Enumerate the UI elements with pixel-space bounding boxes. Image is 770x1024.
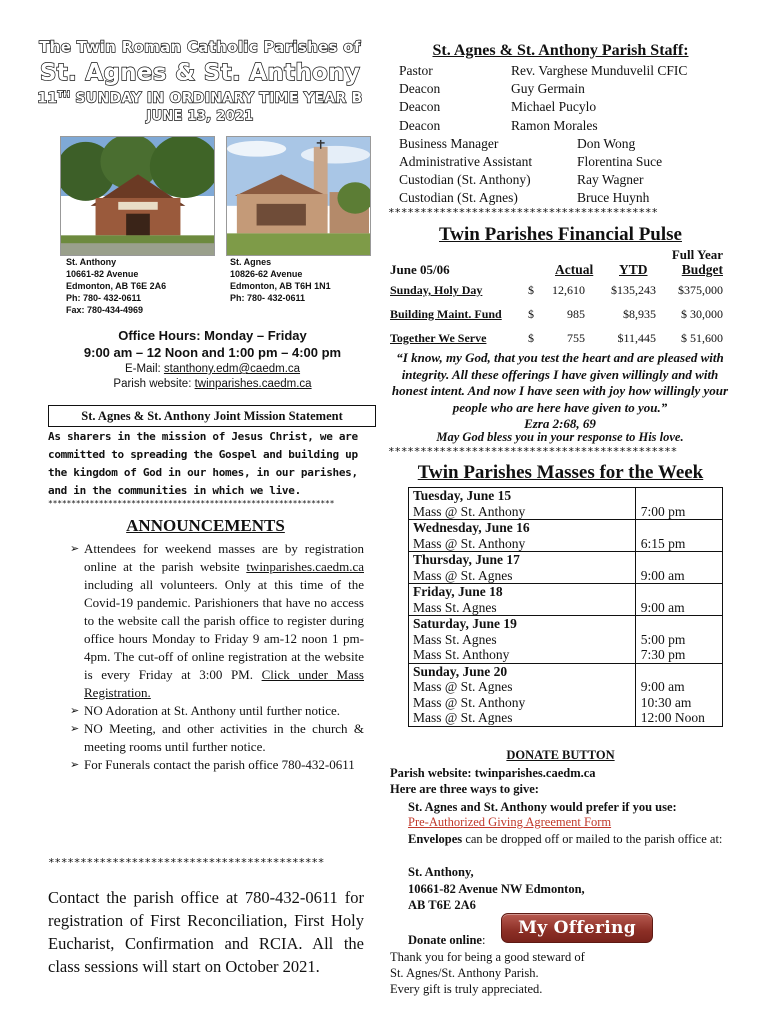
office-hours (40, 327, 385, 361)
mass-day-name: Saturday, June 19 (413, 616, 517, 631)
st-agnes-phone: Ph: 780- 432-0611 (230, 293, 306, 303)
sunday-number: 11 (37, 90, 58, 107)
staff-row (399, 189, 729, 207)
separator-stars: ************************************************************** (48, 499, 335, 508)
announcement-text: Attendees for weekend masses are by registration online at the parish website (84, 541, 364, 574)
mailing-address (408, 864, 585, 914)
staff-role: Deacon (399, 117, 441, 133)
full-year-label: Full Year (671, 247, 723, 262)
st-anthony-church-photo (60, 136, 215, 256)
mass-time: 6:15 pm (640, 535, 686, 551)
announcement-item (48, 756, 364, 774)
mass-day-cell (409, 663, 636, 726)
mass-time: 9:00 am (640, 567, 685, 583)
mass-time-cell (635, 616, 722, 664)
envelopes-info (408, 831, 728, 847)
my-offering-button[interactable]: My Offering (501, 913, 653, 943)
blessing-line: May God bless you in your response to His love. (436, 430, 684, 444)
donate-online-label (408, 933, 485, 948)
financial-row (390, 307, 725, 331)
parish-names-title: St. Agnes & St. Anthony (39, 60, 361, 86)
mass-time-cell (635, 520, 722, 552)
pre-authorized-giving-link[interactable]: Pre-Authorized Giving Agreement Form (408, 815, 612, 829)
financial-date: June 05/06 (390, 262, 450, 277)
mass-day-cell (409, 552, 636, 584)
financial-pulse-title: Twin Parishes Financial Pulse (439, 224, 682, 245)
mass-location: Mass St. Agnes (413, 599, 497, 615)
staff-row (399, 171, 729, 189)
mass-time: 12:00 Noon (640, 710, 705, 725)
announcement-item (48, 540, 364, 702)
mass-time: 10:30 am (640, 694, 692, 710)
mass-location: Mass @ St. Agnes (413, 679, 513, 694)
donate-website: Parish website: twinparishes.caedm.ca (390, 766, 596, 780)
website-label: Parish website: (113, 378, 195, 390)
budget-value: $ 30,000 (681, 307, 723, 321)
staff-role: Deacon (399, 81, 441, 97)
mass-schedule-body (409, 488, 723, 727)
mass-schedule-table (408, 487, 723, 727)
mass-time-cell (635, 663, 722, 726)
staff-role: Administrative Assistant (399, 153, 533, 169)
mass-location: Mass St. Anthony (413, 647, 510, 662)
ytd-value: $135,243 (611, 283, 656, 297)
col-actual: Actual (555, 262, 594, 277)
ytd-value: $8,935 (623, 307, 656, 321)
mass-day-name: Friday, June 18 (413, 584, 503, 599)
donate-ways-heading: Here are three ways to give: (390, 782, 539, 796)
envelopes-text: can be dropped off or mailed to the parish office at: (462, 832, 723, 846)
mass-day-cell (409, 616, 636, 664)
st-anthony-name: St. Anthony (66, 257, 117, 267)
announcements-title: ANNOUNCEMENTS (126, 516, 285, 535)
scripture-reference: Ezra 2:68, 69 (524, 416, 596, 431)
st-anthony-fax: Fax: 780-434-4969 (66, 305, 144, 315)
thank-you-note (390, 949, 730, 997)
st-agnes-address-block (230, 256, 331, 304)
email-link[interactable]: stanthony.edm@caedm.ca (163, 363, 301, 375)
actual-value: 12,610 (552, 283, 585, 297)
separator-stars: ******************************************* (48, 856, 325, 869)
announcement-text: For Funerals contact the parish office 780-432-0611 (84, 757, 355, 772)
liturgical-sunday-title (0, 90, 400, 107)
mass-day-row (409, 520, 723, 552)
staff-role: Pastor (399, 63, 433, 78)
st-anthony-address-block (66, 256, 166, 316)
mass-time-cell (635, 584, 722, 616)
parish-staff-title: St. Agnes & St. Anthony Parish Staff: (432, 42, 689, 59)
mass-time: 5:00 pm (640, 631, 686, 647)
staff-name: Ray Wagner (577, 172, 644, 188)
col-ytd: YTD (619, 262, 648, 277)
mass-location: Mass @ St. Anthony (413, 503, 526, 519)
announcement-text: including all volunteers. Only at this time of the Covid-19 pandemic. Parishioners that have no access to the website call the parish office to register during office hours Monday to Friday 9 am-12 noon 1 pm-4pm. The cut-off of online registration at the website is every Friday at 3:00 PM. (84, 577, 364, 682)
staff-row (399, 80, 729, 98)
mass-location: Mass @ St. Agnes (413, 567, 513, 583)
staff-role: Custodian (St. Agnes) (399, 190, 518, 206)
mass-day-name: Wednesday, June 16 (413, 520, 530, 535)
arrow-bullet-icon: ➢ (70, 722, 80, 735)
mass-day-cell (409, 488, 636, 520)
email-label: E-Mail: (124, 363, 164, 375)
mass-day-row (409, 663, 723, 726)
staff-name: Don Wong (577, 135, 636, 151)
donate-preference: St. Agnes and St. Anthony would prefer if you use: (408, 800, 677, 814)
office-hours-times: 9:00 am – 12 Noon and 1:00 pm – 4:00 pm (83, 345, 342, 360)
arrow-bullet-icon: ➢ (70, 758, 80, 771)
mass-day-name: Tuesday, June 15 (413, 488, 512, 503)
mass-day-row (409, 552, 723, 584)
registration-website-link[interactable]: twinparishes.caedm.ca (246, 559, 364, 574)
fund-label: Building Maint. Fund (390, 307, 502, 321)
staff-role: Deacon (399, 99, 441, 115)
envelopes-label: Envelopes (408, 832, 463, 846)
currency-symbol: $ (528, 283, 534, 297)
scripture-quote (386, 350, 734, 433)
mass-location: Mass St. Agnes (413, 631, 497, 647)
st-anthony-street: 10661-82 Avenue (66, 269, 139, 279)
staff-row (399, 153, 729, 171)
thanks-line: St. Agnes/St. Anthony Parish. (390, 966, 539, 980)
mass-schedule-title: Twin Parishes Masses for the Week (417, 462, 704, 483)
mass-location: Mass @ St. Anthony (413, 535, 526, 551)
mass-day-row (409, 488, 723, 520)
mass-day-name: Thursday, June 17 (413, 552, 520, 567)
arrow-bullet-icon: ➢ (70, 704, 80, 717)
staff-name: Florentina Suce (577, 153, 663, 169)
mass-time: 9:00 am (640, 599, 685, 615)
staff-role: Business Manager (399, 135, 499, 151)
ytd-value: $11,445 (617, 331, 656, 345)
announcement-text: NO Meeting, and other activities in the church & meeting rooms until further notice. (84, 721, 364, 754)
staff-name: Ramon Morales (511, 117, 598, 133)
thanks-line: Every gift is truly appreciated. (390, 982, 543, 996)
address-line: 10661-82 Avenue NW Edmonton, (408, 881, 585, 896)
budget-value: $ 51,600 (681, 331, 723, 345)
staff-row (399, 62, 729, 80)
mass-location: Mass @ St. Anthony (413, 694, 526, 710)
donate-title: DONATE BUTTON (506, 748, 615, 762)
sunday-suffix: TH (57, 90, 71, 99)
st-agnes-city: Edmonton, AB T6H 1N1 (230, 281, 331, 291)
staff-name: Bruce Huynh (577, 190, 650, 206)
financial-table-header (390, 247, 725, 283)
staff-name: Rev. Varghese Munduvelil CFIC (511, 63, 688, 78)
donate-online-text: Donate online (408, 933, 482, 947)
financial-row (390, 283, 725, 305)
currency-symbol: $ (528, 307, 534, 321)
announcement-text: NO Adoration at St. Anthony until further notice. (84, 703, 340, 718)
st-agnes-name: St. Agnes (230, 257, 272, 267)
announcement-item (48, 702, 364, 720)
mass-day-name: Sunday, June 20 (413, 663, 508, 679)
office-contact (40, 362, 385, 392)
separator-stars: ********************************************* (388, 445, 678, 458)
st-anthony-city: Edmonton, AB T6E 2A6 (66, 281, 167, 291)
financial-pulse-table (390, 247, 725, 354)
separator-stars: ****************************************** (388, 206, 658, 219)
mission-statement-title: St. Agnes & St. Anthony Joint Mission Statement (48, 405, 376, 427)
mass-day-row (409, 616, 723, 664)
staff-name: Guy Germain (511, 81, 585, 97)
fund-label: Sunday, Holy Day (390, 283, 483, 297)
budget-value: $375,000 (678, 283, 723, 297)
staff-row (399, 135, 729, 153)
mass-day-row (409, 584, 723, 616)
mass-time: 7:30 pm (640, 647, 686, 662)
donate-online-colon: : (481, 933, 486, 947)
actual-value: 985 (567, 307, 585, 321)
mass-day-cell (409, 520, 636, 552)
staff-role: Custodian (St. Anthony) (399, 172, 531, 188)
website-link[interactable]: twinparishes.caedm.ca (194, 378, 312, 390)
arrow-bullet-icon: ➢ (70, 542, 80, 555)
address-line: AB T6E 2A6 (408, 898, 476, 912)
st-anthony-phone: Ph: 780- 432-0611 (66, 293, 142, 303)
staff-name: Michael Pucylo (511, 99, 597, 115)
sunday-rest: SUNDAY IN ORDINARY TIME YEAR B (70, 90, 363, 107)
mass-time: 9:00 am (640, 679, 685, 694)
staff-row (399, 117, 729, 135)
office-hours-days: Office Hours: Monday – Friday (118, 328, 307, 343)
mass-time-cell (635, 552, 722, 584)
bulletin-header-line1: The Twin Roman Catholic Parishes of (39, 38, 361, 56)
st-agnes-street: 10826-62 Avenue (230, 269, 303, 279)
announcements-list (48, 540, 364, 774)
col-budget: Budget (681, 262, 723, 277)
mass-location: Mass @ St. Agnes (413, 710, 513, 725)
actual-value: 755 (567, 331, 585, 345)
staff-row (399, 98, 729, 116)
currency-symbol: $ (528, 331, 534, 345)
fund-label: Together We Serve (390, 331, 487, 345)
thanks-line: Thank you for being a good steward of (390, 950, 585, 964)
parish-staff-list (399, 62, 729, 208)
mass-time: 7:00 pm (640, 503, 686, 519)
mission-statement-text: As sharers in the mission of Jesus Christ, we are committed to spreading the Gospel and building up the kingdom of God in our homes, in our parishes, and in the communities in which we live. (48, 430, 358, 497)
mass-day-cell (409, 584, 636, 616)
scripture-text: “I know, my God, that you test the heart and are pleased with integrity. All these offerings I have given willingly and with honest intent. And now I have seen with joy how willingly your people who are here have given to you.” (391, 350, 729, 415)
bulletin-date: JUNE 13, 2021 (146, 109, 254, 124)
announcement-item (48, 720, 364, 756)
registration-contact-paragraph: Contact the parish office at 780-432-0611 for registration of First Reconciliation, First Holy Eucharist, Confirmation and RCIA. All the class sessions will start on October 2021. (48, 888, 364, 976)
address-line: St. Anthony, (408, 865, 474, 879)
mass-registration-link[interactable]: Click under Mass Registration. (84, 667, 364, 700)
mass-time-cell (635, 488, 722, 520)
st-agnes-church-photo (226, 136, 371, 256)
